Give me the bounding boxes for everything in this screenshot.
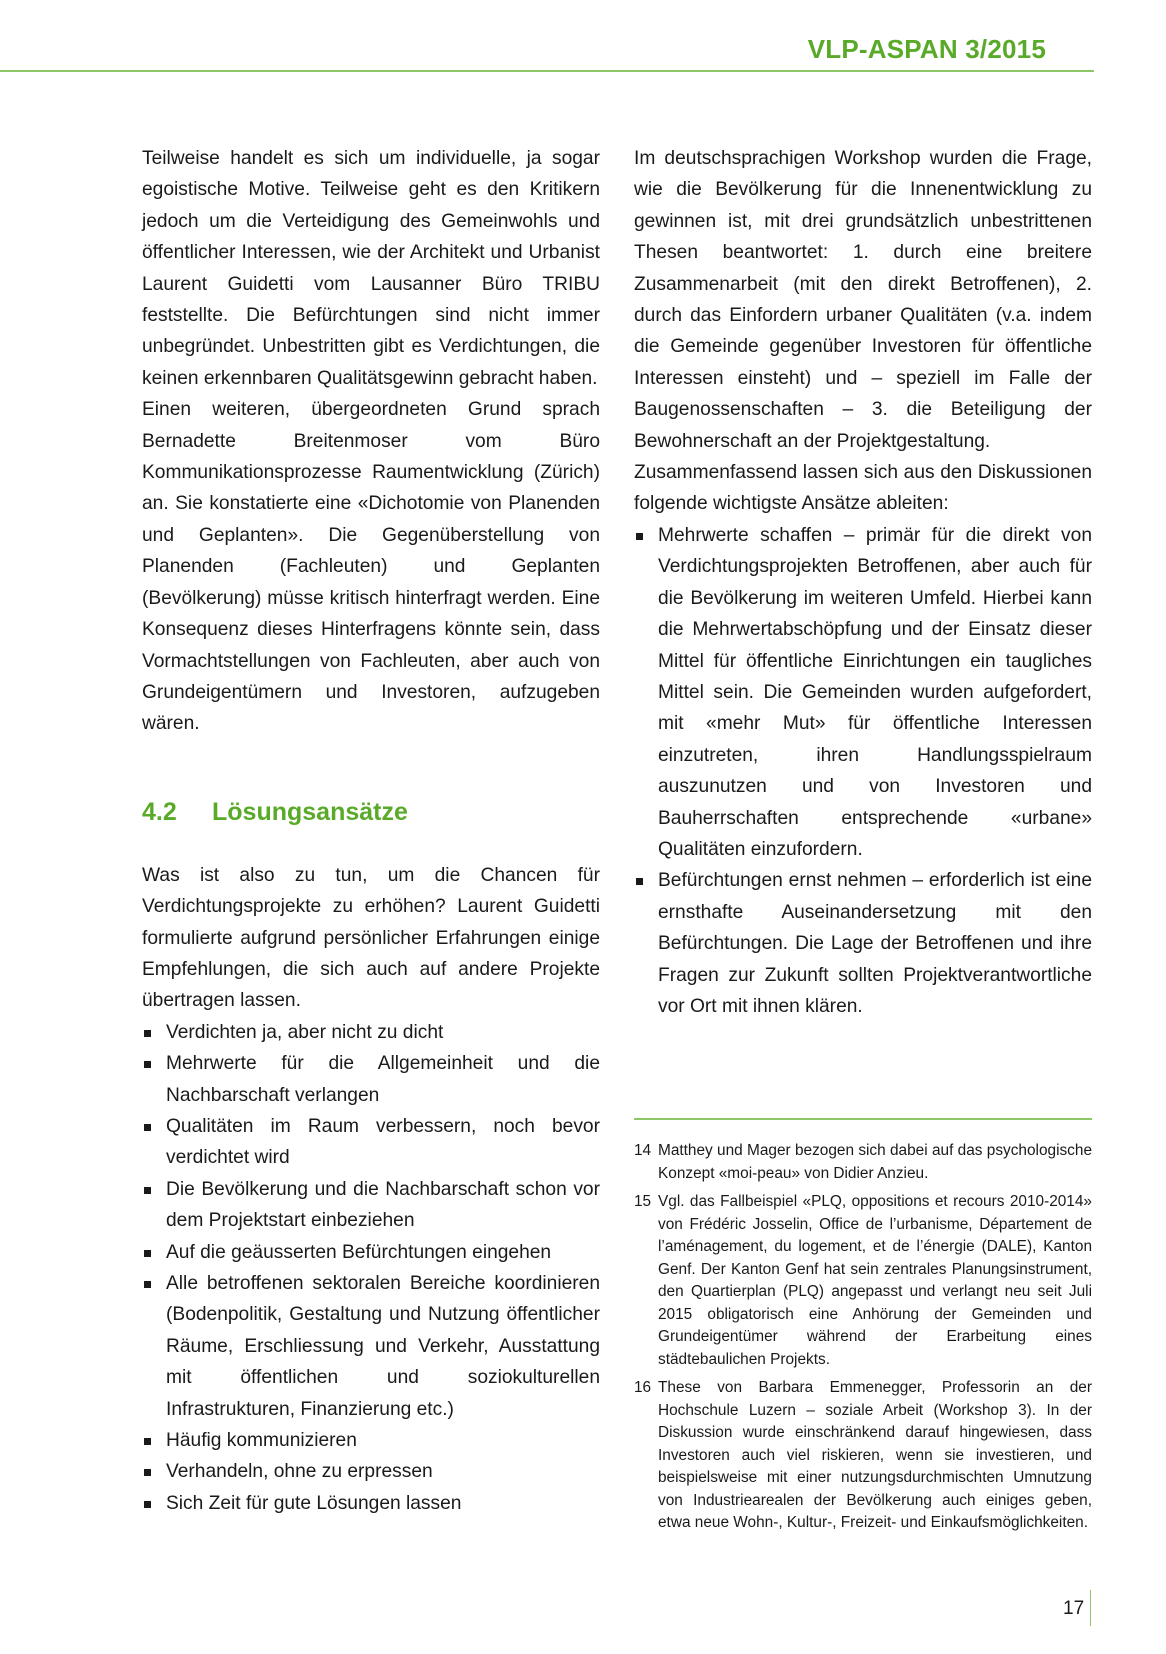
body-paragraph: Was ist also zu tun, um die Chancen für Verdichtungsprojekte zu erhöhen? Laurent Guidetti formulierte aufgrund persönlicher Erfahrungen einige Empfehlungen, die sich auch auf andere Projekte übertragen lassen. — [142, 864, 600, 1012]
list-item: Häufig kommunizieren — [142, 1425, 600, 1456]
list-item: Auf die geäusserten Befürchtungen eingehen — [142, 1237, 600, 1268]
list-item: Mehrwerte schaffen – primär für die direkt von Verdichtungsprojekten Betroffenen, aber auch für die Bevölkerung im weiteren Umfeld. Hierbei kann die Mehrwertabschöpfung und der Einsatz dieser Mittel für öffentliche Einrichtungen ein taugliches Mittel sein. Die Gemeinden wurden aufgefordert, mit «mehr Mut» für öffentliche Interessen einzutreten, ihren Handlungsspielraum auszunutzen und von Investoren und Bauherrschaften entsprechende «urbane» Qualitäten einzufordern. — [634, 520, 1092, 865]
body-paragraph: Im deutschsprachigen Workshop wurden die Frage, wie die Bevölkerung für die Innenentwicklung zu gewinnen ist, mit drei grundsätzlich unbestrittenen Thesen beantwortet: 1. durch eine breitere Zusammenarbeit (mit den direkt Betroffenen), 2. durch das Einfordern urbaner Qualitäten (v.a. indem die Gemeinde gegenüber Investoren für öffentliche Interessen einsteht) und – speziell im Falle der Baugenossenschaften – 3. die Beteiligung der Bewohnerschaft an der Projektgestaltung. — [634, 148, 1092, 452]
footnotes — [634, 1140, 1092, 1541]
body-paragraph: Zusammenfassend lassen sich aus den Diskussionen folgende wichtigste Ansätze ableiten: — [634, 462, 1092, 515]
list-item: Die Bevölkerung und die Nachbarschaft schon vor dem Projektstart einbeziehen — [142, 1174, 600, 1237]
footnote-text: These von Barbara Emmenegger, Professorin an der Hochschule Luzern – soziale Arbeit (Workshop 3). In der Diskussion wurde einschränkend darauf hingewiesen, dass Investoren auch viel riskieren, wenn sie investieren, und beispielsweise mit einer nutzungsdurchmischten Umnutzung von Industriearealen der Bevölkerung auch einiges geben, etwa neue Wohn-, Kultur-, Freizeit- und Einkaufsmöglichkeiten. — [658, 1379, 1092, 1531]
list-item: Verdichten ja, aber nicht zu dicht — [142, 1017, 600, 1048]
list-item: Alle betroffenen sektoralen Bereiche koordinieren (Bodenpolitik, Gestaltung und Nutzung öffentlicher Räume, Erschliessung und Verkehr, Ausstattung mit öffentlichen und soziokulturellen Infrastrukturen, Finanzierung etc.) — [142, 1268, 600, 1425]
footnote — [634, 1140, 1092, 1185]
footnote-number: 15 — [634, 1193, 652, 1210]
header-divider — [0, 70, 1094, 72]
footnote — [634, 1377, 1092, 1535]
page-number: 17 — [1063, 1598, 1085, 1619]
footnote-text: Vgl. das Fallbeispiel «PLQ, oppositions et recours 2010-2014» von Frédéric Josselin, Office de l’urbanisme, Département de l’aménagement, du logement, et de l’énergie (DALE), Kanton Genf. Der Kanton Genf hat sein zentrales Planungsinstrument, den Quartierplan (PLQ) angepasst und verlangt neu seit Juli 2015 obligatorisch eine Anhörung der Gemeinden und Grundeigentümer während der Erarbeitung eines städtebaulichen Projekts. — [658, 1193, 1092, 1368]
list-item: Verhandeln, ohne zu erpressen — [142, 1456, 600, 1487]
section-number: 4.2 — [142, 797, 177, 826]
body-paragraph: Teilweise handelt es sich um individuelle, ja sogar egoistische Motive. Teilweise geht es den Kritikern jedoch um die Verteidigung des Gemeinwohls und öffentlicher Interessen, wie der Architekt und Urbanist Laurent Guidetti vom Lausanner Büro TRIBU feststellte. Die Befürchtungen sind nicht immer unbegründet. Unbestritten gibt es Verdichtungen, die keinen erkennbaren Qualitätsgewinn gebracht haben. — [142, 148, 600, 389]
body-paragraph: Einen weiteren, übergeordneten Grund sprach Bernadette Breitenmoser vom Büro Kommunikationsprozesse Raumentwicklung (Zürich) an. Sie konstatierte eine «Dichotomie von Planenden und Geplanten». Die Gegenüberstellung von Planenden (Fachleuten) und Geplanten (Bevölkerung) müsse kritisch hinterfragt werden. Eine Konsequenz dieses Hinterfragens könnte sein, dass Vormachtstellungen von Fachleuten, aber auch von Grundeigentümern und Investoren, aufzugeben wären. — [142, 399, 600, 735]
journal-header-title: VLP-ASPAN 3/2015 — [807, 34, 1046, 64]
section-heading — [142, 792, 600, 832]
page-number-bar — [1090, 1590, 1091, 1626]
footnote-number: 16 — [634, 1379, 652, 1396]
footnote-text: Matthey und Mager bezogen sich dabei auf das psychologische Konzept «moi-peau» von Didier Anzieu. — [658, 1142, 1092, 1182]
list-item: Sich Zeit für gute Lösungen lassen — [142, 1488, 600, 1519]
list-item: Qualitäten im Raum verbessern, noch bevor verdichtet wird — [142, 1111, 600, 1174]
list-item: Mehrwerte für die Allgemeinheit und die Nachbarschaft verlangen — [142, 1048, 600, 1111]
recommendations-list — [142, 1017, 600, 1520]
footnote-divider — [634, 1118, 1092, 1120]
approaches-list — [634, 520, 1092, 1023]
footnote-number: 14 — [634, 1142, 652, 1159]
list-item: Befürchtungen ernst nehmen – erforderlich ist eine ernsthafte Auseinandersetzung mit den Befürchtungen. Die Lage der Betroffenen und ihre Fragen zur Zukunft sollten Projektverantwortliche vor Ort mit ihnen klären. — [634, 865, 1092, 1022]
right-column — [634, 143, 1092, 1022]
section-title: Lösungsansätze — [212, 797, 408, 826]
left-column — [142, 143, 600, 1519]
footnote — [634, 1191, 1092, 1371]
